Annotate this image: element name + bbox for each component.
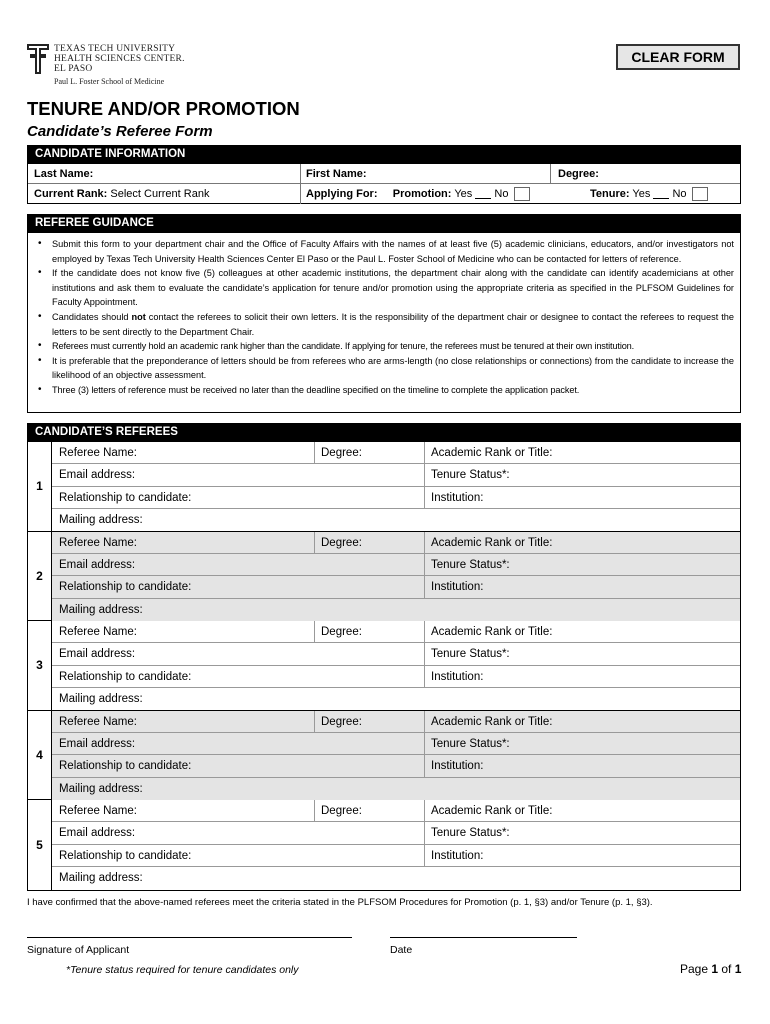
candidate-info-row-1 [28, 164, 740, 184]
referee-institution-label: Institution: [431, 760, 484, 773]
referees-section [27, 442, 741, 891]
form-subtitle: Candidate’s Referee Form [27, 123, 213, 140]
promotion-yes-checkbox[interactable] [475, 189, 491, 199]
signature-line[interactable] [27, 937, 352, 938]
referee-row[interactable] [52, 867, 740, 889]
referee-row[interactable] [52, 487, 740, 509]
referee-mailing-label: Mailing address: [59, 693, 143, 706]
guidance-item: • It is preferable that the preponderance of letters should be from referees who are arms-length (no close relationships or connections) from the candidate to increase the likelihood of an objective assessment. [36, 354, 734, 383]
degree-field[interactable] [608, 164, 734, 184]
guidance-item [36, 310, 734, 339]
last-name-field[interactable] [98, 164, 274, 184]
referee-block [28, 532, 740, 622]
referee-degree-label: Degree: [321, 715, 362, 728]
referee-row[interactable] [52, 643, 740, 665]
date-line[interactable] [390, 937, 577, 938]
referee-tenure-status-label: Tenure Status*: [431, 648, 510, 661]
guidance-list [36, 237, 734, 398]
guidance-item-3-rest: contact the referees to solicit their own letters. It is the responsibility of the department chair or designee to contact the referees to request the letters to be sent directly to the Department Chair. [52, 311, 734, 337]
referee-block [28, 711, 740, 801]
referee-mailing-label: Mailing address: [59, 872, 143, 885]
tenure-yes-label: Yes [632, 188, 651, 200]
tenure-label: Tenure: [590, 188, 630, 200]
referee-rank-label: Academic Rank or Title: [431, 626, 553, 638]
current-rank-group [28, 184, 209, 204]
referee-email-label: Email address: [59, 648, 136, 661]
referee-name-label: Referee Name: [59, 447, 137, 459]
referee-institution-label: Institution: [431, 670, 484, 683]
page-of: of [718, 962, 735, 976]
degree-label: Degree: [558, 168, 599, 180]
referee-block [28, 621, 740, 711]
current-rank-select[interactable]: Select Current Rank [110, 188, 210, 200]
tenure-yes-checkbox[interactable] [653, 189, 669, 199]
referee-rank-label: Academic Rank or Title: [431, 715, 553, 728]
referee-email-label: Email address: [59, 469, 136, 482]
referee-number-text: 2 [36, 568, 43, 583]
applying-for-label: Applying For: [306, 188, 378, 200]
candidate-info-row-2 [28, 184, 740, 204]
referee-block [28, 442, 740, 532]
referee-block [28, 800, 740, 890]
referee-guidance-heading: REFEREE GUIDANCE [27, 214, 741, 233]
referee-relationship-label: Relationship to candidate: [59, 849, 192, 862]
referee-number [28, 800, 52, 890]
promotion-no-checkbox[interactable] [514, 187, 530, 201]
referee-row[interactable] [52, 845, 740, 867]
last-name-label: Last Name: [34, 168, 94, 180]
signature-label: Signature of Applicant [27, 944, 130, 956]
referee-row[interactable] [52, 733, 740, 755]
promotion-yes-label: Yes [454, 188, 473, 200]
referee-name-label: Referee Name: [59, 805, 137, 817]
referee-number [28, 711, 52, 800]
referee-tenure-status-label: Tenure Status*: [431, 827, 510, 840]
guidance-item: • Referees must currently hold an academic rank higher than the candidate. If applying for tenure, the referees must be tenured at their own institution. [36, 339, 734, 354]
guidance-item-3-bold: not [131, 311, 146, 322]
guidance-item-3-start: Candidates should [52, 311, 132, 322]
referee-row[interactable] [52, 576, 740, 598]
referee-row[interactable] [52, 755, 740, 777]
first-name-label: First Name: [306, 168, 367, 180]
referee-name-label: Referee Name: [59, 626, 137, 638]
referee-institution-label: Institution: [431, 491, 484, 504]
page-prefix: Page [680, 962, 712, 976]
referee-relationship-label: Relationship to candidate: [59, 581, 192, 594]
referee-tenure-status-label: Tenure Status*: [431, 558, 510, 571]
referee-row[interactable] [52, 532, 740, 554]
tenure-group [584, 184, 710, 204]
clear-form-button[interactable]: CLEAR FORM [616, 44, 740, 70]
tenure-status-note: *Tenure status required for tenure candidates only [66, 964, 299, 976]
candidates-referees-heading: CANDIDATE’S REFEREES [27, 423, 741, 442]
referee-row[interactable] [52, 800, 740, 822]
referee-number [28, 532, 52, 621]
referee-email-label: Email address: [59, 827, 136, 840]
referee-name-label: Referee Name: [59, 715, 137, 728]
referee-row[interactable] [52, 711, 740, 733]
referee-institution-label: Institution: [431, 581, 484, 594]
current-rank-label: Current Rank: [34, 188, 108, 200]
promotion-label: Promotion: [392, 188, 452, 200]
referee-relationship-label: Relationship to candidate: [59, 760, 192, 773]
guidance-item: • Submit this form to your department chair and the Office of Faculty Affairs with the names of at least five (5) academic clinicians, educators, and/or investigators not employed by Texas Tech University Health Sciences Center El Paso or the Paul L. Foster School of Medicine who can be contacted for letters of reference. [36, 237, 734, 266]
referee-row[interactable] [52, 599, 740, 621]
referee-degree-label: Degree: [321, 626, 362, 638]
referee-relationship-label: Relationship to candidate: [59, 491, 192, 504]
institution-logo [27, 44, 197, 88]
date-label: Date [390, 944, 413, 956]
referee-row[interactable] [52, 621, 740, 643]
school-name: Paul L. Foster School of Medicine [54, 77, 165, 86]
referee-relationship-label: Relationship to candidate: [59, 670, 192, 683]
applying-for-group [300, 184, 532, 204]
institution-line-2: HEALTH SCIENCES CENTER. [54, 54, 185, 64]
referee-number [28, 442, 52, 531]
referee-institution-label: Institution: [431, 849, 484, 862]
referee-row[interactable] [52, 464, 740, 486]
referee-mailing-label: Mailing address: [59, 514, 143, 527]
referee-degree-label: Degree: [321, 447, 362, 459]
referee-number-text: 4 [36, 747, 43, 762]
referee-number-text: 3 [36, 658, 43, 673]
candidate-info-heading: CANDIDATE INFORMATION [27, 145, 741, 164]
first-name-field[interactable] [373, 164, 549, 184]
page-current: 1 [711, 962, 719, 976]
page-number [680, 962, 741, 976]
referee-row[interactable] [52, 666, 740, 688]
referee-row[interactable] [52, 822, 740, 844]
double-t-logo-icon [27, 44, 49, 74]
guidance-item: • Three (3) letters of reference must be received no later than the deadline specified on the timeline to complete the application packet. [36, 383, 734, 398]
institution-name [54, 44, 185, 74]
referee-degree-label: Degree: [321, 536, 362, 549]
tenure-no-label: No [672, 188, 687, 200]
referee-number-text: 5 [36, 837, 43, 852]
referee-row[interactable] [52, 442, 740, 464]
institution-line-3: EL PASO [54, 64, 93, 74]
referee-row[interactable] [52, 554, 740, 576]
candidate-info-section [27, 164, 741, 204]
page-total: 1 [734, 962, 742, 976]
referee-email-label: Email address: [59, 558, 136, 571]
institution-line-1: TEXAS TECH UNIVERSITY [54, 44, 176, 54]
promotion-no-label: No [494, 188, 509, 200]
referee-row[interactable] [52, 688, 740, 710]
referee-email-label: Email address: [59, 737, 136, 750]
referee-mailing-label: Mailing address: [59, 603, 143, 616]
referee-name-label: Referee Name: [59, 536, 137, 549]
referee-rank-label: Academic Rank or Title: [431, 536, 553, 549]
referee-rank-label: Academic Rank or Title: [431, 447, 553, 459]
referee-number-text: 1 [36, 479, 43, 494]
referee-row[interactable] [52, 778, 740, 800]
referee-guidance-section [27, 233, 741, 413]
referee-degree-label: Degree: [321, 805, 362, 817]
referee-mailing-label: Mailing address: [59, 782, 143, 795]
referee-tenure-status-label: Tenure Status*: [431, 469, 510, 482]
confirmation-statement: I have confirmed that the above-named referees meet the criteria stated in the PLFSOM Procedures for Promotion (p. 1, §3) and/or Tenure (p. 1, §3). [27, 897, 653, 908]
tenure-no-checkbox[interactable] [692, 187, 708, 201]
guidance-item: • If the candidate does not know five (5) colleagues at other academic institutions, the department chair along with the candidate can identify academicians at other institutions and ask them to evaluate the candidate’s application for tenure and/or promotion using the appropriate criteria as specified in the PLFSOM Guidelines for Faculty Appointment. [36, 266, 734, 310]
referee-number [28, 621, 52, 710]
referee-rank-label: Academic Rank or Title: [431, 805, 553, 817]
referee-tenure-status-label: Tenure Status*: [431, 737, 510, 750]
referee-row[interactable] [52, 509, 740, 531]
form-title: TENURE AND/OR PROMOTION [27, 98, 300, 119]
